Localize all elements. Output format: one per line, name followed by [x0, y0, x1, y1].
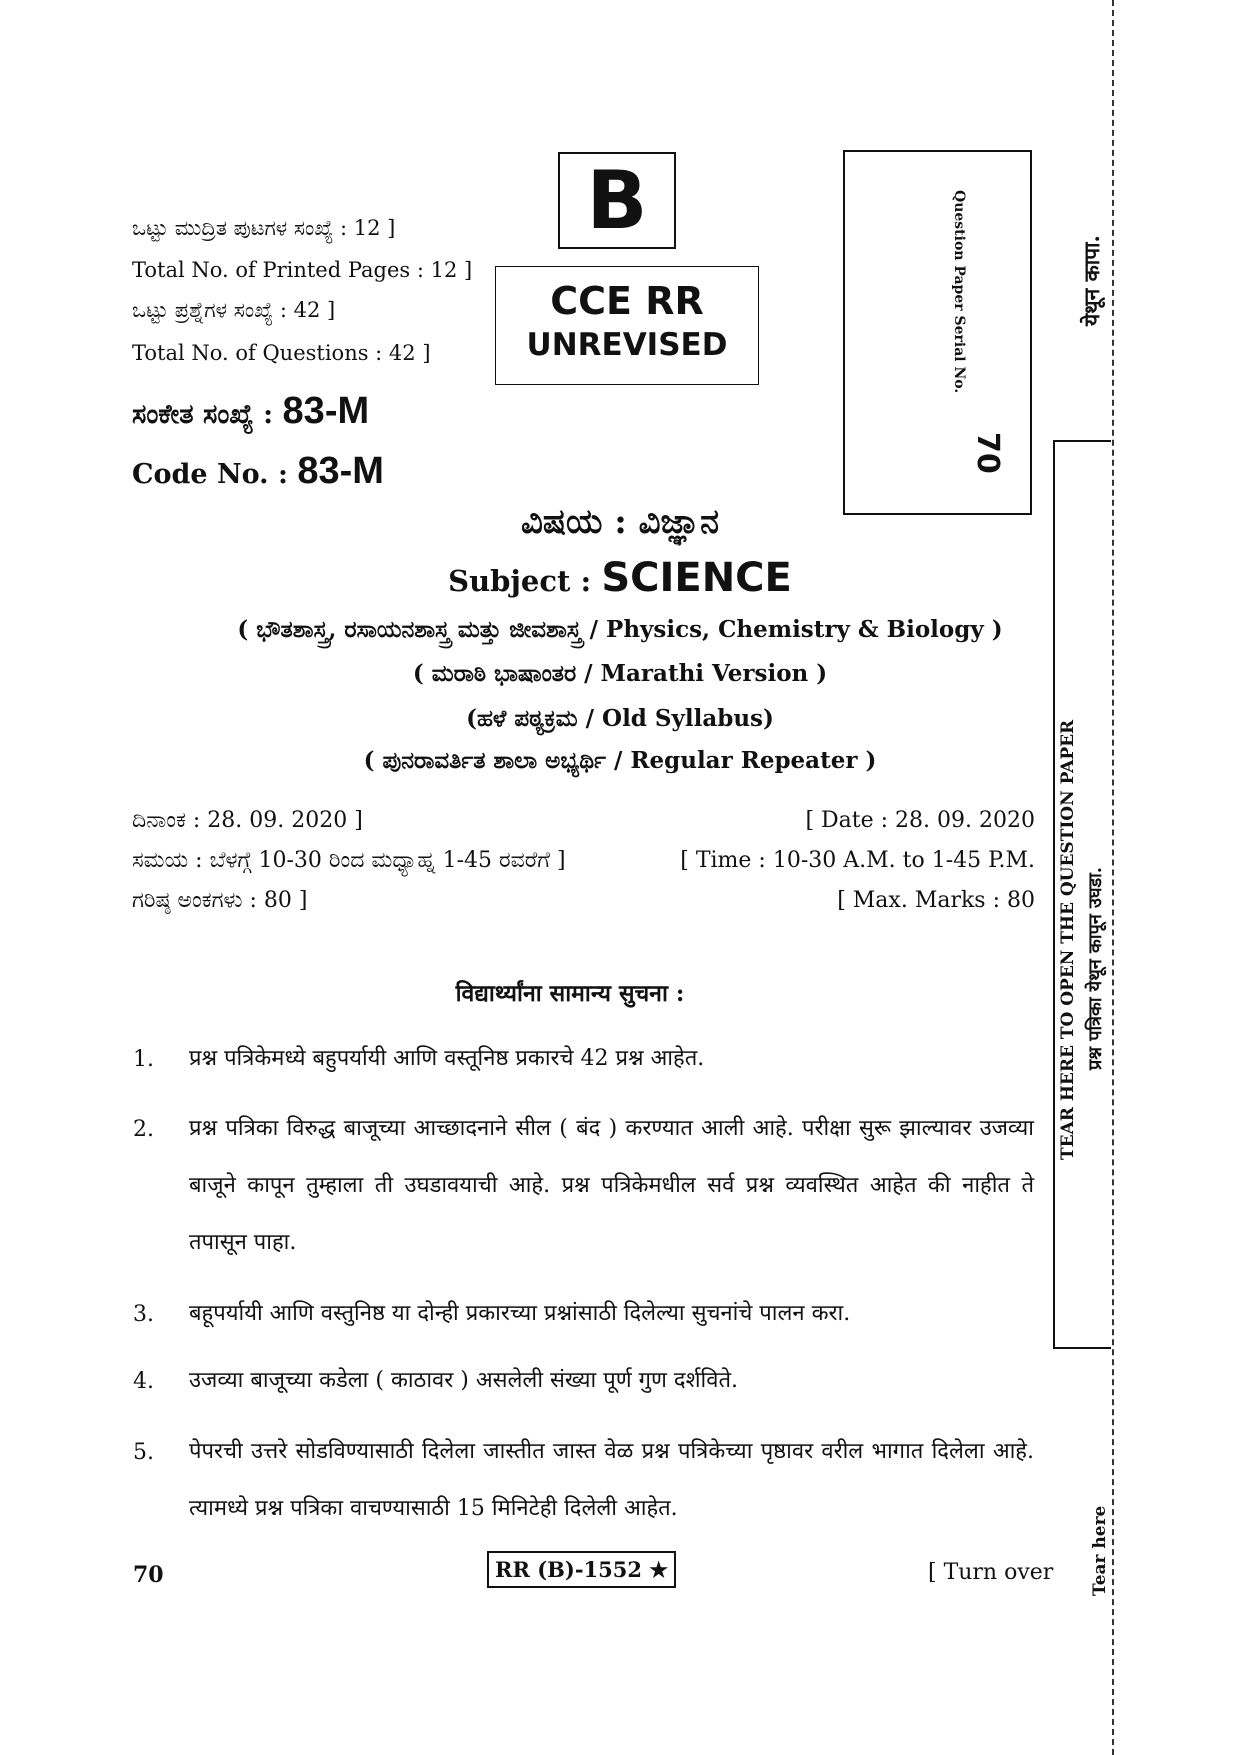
- serial-label: Question Paper Serial No.: [951, 190, 967, 394]
- printed-pages-en: Total No. of Printed Pages : 12 ]: [132, 258, 473, 282]
- questions-kn: ಒಟ್ಟು ಪ್ರಶ್ನೆಗಳ ಸಂಖ್ಯೆ : 42 ]: [132, 298, 336, 322]
- tear-instruction-en: TEAR HERE TO OPEN THE QUESTION PAPER: [1058, 719, 1078, 1160]
- subject-line-4: ( ಪುನರಾವರ್ತಿತ ಶಾಲಾ ಅಭ್ಯರ್ಥಿ / Regular Repeater ): [363, 747, 877, 774]
- version-letter-box: B: [558, 152, 676, 249]
- date-kn: ದಿನಾಂಕ : 28. 09. 2020 ]: [132, 808, 363, 833]
- code-label-en: Code No. :: [132, 459, 298, 490]
- questions-en: Total No. of Questions : 42 ]: [132, 341, 431, 365]
- tear-top-marathi: येथून कापा.: [1078, 231, 1106, 330]
- instruction-number: 5.: [133, 1440, 154, 1465]
- instruction-text: प्रश्न पत्रिकेमध्ये बहुपर्यायी आणि वस्तूनिष्ठ प्रकारचे 42 प्रश्न आहेत.: [189, 1046, 705, 1071]
- code-number-kn: [132, 390, 369, 433]
- code-value-en: 83-M: [297, 450, 384, 492]
- instruction-text: उजव्या बाजूच्या कडेला ( काठावर ) असलेली संख्या पूर्ण गुण दर्शविते.: [189, 1368, 739, 1393]
- subject-name: SCIENCE: [601, 555, 792, 601]
- cce-line1: CCE RR: [550, 279, 704, 323]
- turn-over: [ Turn over: [928, 1560, 1054, 1585]
- date-en: [ Date : 28. 09. 2020: [805, 808, 1035, 833]
- time-en: [ Time : 10-30 A.M. to 1-45 P.M.: [680, 848, 1035, 873]
- instruction-number: 1.: [133, 1047, 154, 1072]
- marks-kn: ಗರಿಷ್ಠ ಅಂಕಗಳು : 80 ]: [132, 888, 308, 913]
- code-number-en: [132, 450, 384, 493]
- subject-line-1: ( ಭೌತಶಾಸ್ತ್ರ, ರಸಾಯನಶಾಸ್ತ್ರ ಮತ್ತು ಜೀವಶಾಸ್ತ್ರ / Physics, Chemistry & Biology ): [237, 616, 1003, 643]
- code-value-kn: 83-M: [282, 390, 370, 432]
- page-number: 70: [133, 1562, 164, 1588]
- instruction-text: पेपरची उत्तरे सोडविण्यासाठी दिलेला जास्तीत जास्त वेळ प्रश्न पत्रिकेच्या पृष्ठावर वरील भागात दिलेला आहे. त्यामध्ये प्रश्न पत्रिका वाचण्यासाठी 15 मिनिटेही दिलेली आहेत.: [189, 1439, 1034, 1521]
- cce-line2: UNREVISED: [526, 327, 728, 363]
- subject-label: Subject :: [448, 564, 602, 598]
- instruction-number: 3.: [133, 1302, 154, 1327]
- instruction-number: 2.: [133, 1117, 154, 1142]
- tear-instruction-mr: प्रश्न पत्रिका येथून कापून उघडा.: [1085, 866, 1106, 1070]
- instruction-text: प्रश्न पत्रिका विरुद्ध बाजूच्या आच्छादनाने सील ( बंद ) करण्यात आली आहे. परीक्षा सुरू झाल्यावर उजव्या बाजूने कापून तुम्हाला ती उघडावयाची आहे. प्रश्न पत्रिकेमधील सर्व प्रश्न व्यवस्थित आहेत की नाहीत ते तपासून पाहा.: [189, 1116, 1034, 1255]
- instruction-text: बहूपर्यायी आणि वस्तुनिष्ठ या दोन्ही प्रकारच्या प्रश्नांसाठी दिलेल्या सुचनांचे पालन करा.: [189, 1301, 851, 1326]
- subject-kannada: ವಿಷಯ : ವಿಜ್ಞಾನ: [520, 502, 720, 542]
- time-kn: ಸಮಯ : ಬೆಳಗ್ಗೆ 10-30 ರಿಂದ ಮಧ್ಯಾಹ್ನ 1-45 ರವರೆಗೆ ]: [132, 848, 566, 873]
- subject-line-3: (ಹಳೆ ಪಠ್ಯಕ್ರಮ / Old Syllabus): [466, 705, 774, 732]
- printed-pages-kn: ಒಟ್ಟು ಮುದ್ರಿತ ಪುಟಗಳ ಸಂಖ್ಯೆ : 12 ]: [132, 216, 396, 240]
- instruction-number: 4.: [133, 1369, 154, 1394]
- subject-line-2: ( ಮರಾಠಿ ಭಾಷಾಂತರ / Marathi Version ): [412, 660, 828, 687]
- cce-box: [495, 266, 759, 385]
- tear-here-label: Tear here: [1090, 1502, 1110, 1600]
- footer-code-box: RR (B)-1552 ★: [487, 1551, 676, 1588]
- serial-number: 70: [970, 432, 1005, 474]
- code-label-kn: ಸಂಕೇತ ಸಂಖ್ಯೆ :: [132, 399, 283, 430]
- marks-en: [ Max. Marks : 80: [837, 888, 1035, 913]
- tear-dashed-line: [1112, 0, 1114, 1755]
- instructions-title: विद्यार्थ्यांना सामान्य सुचना :: [455, 980, 685, 1007]
